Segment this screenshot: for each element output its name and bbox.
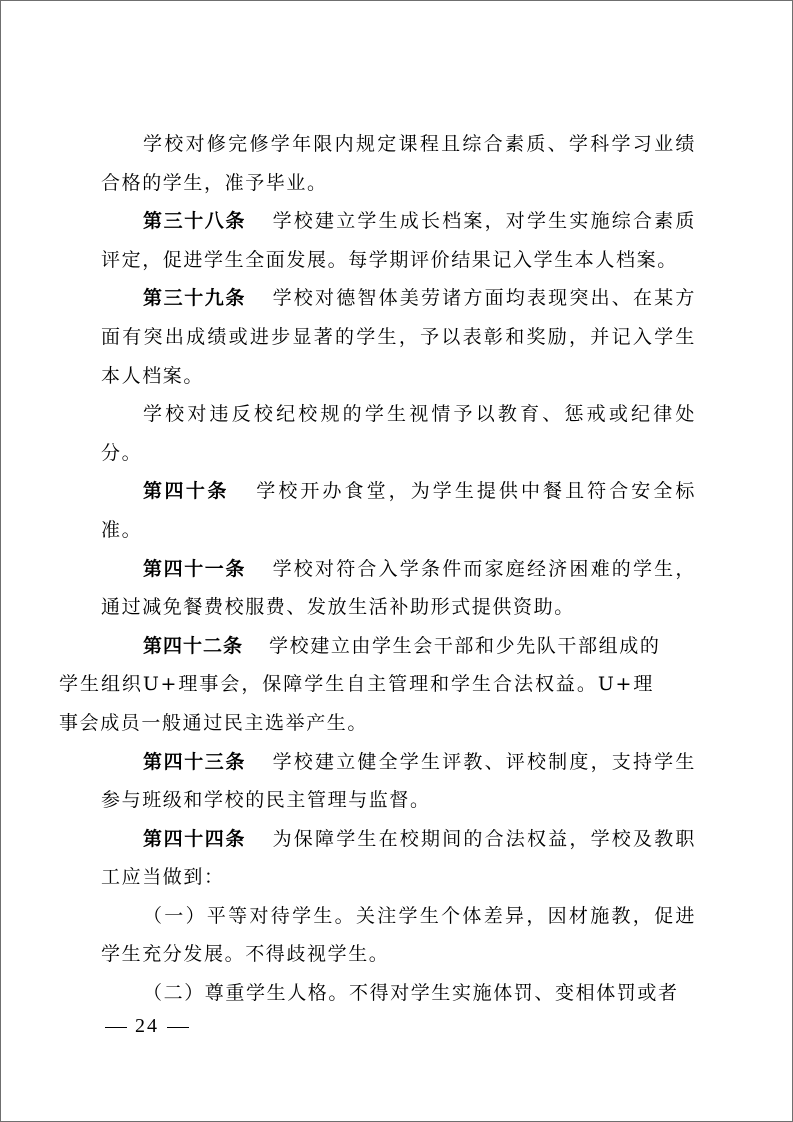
footer-dash-left <box>105 1027 127 1028</box>
article-40 <box>101 472 696 549</box>
paragraph-graduation <box>101 125 696 202</box>
article-number: 第三十九条 <box>143 287 246 310</box>
item-1-equal-treatment <box>101 897 696 974</box>
article-number: 第四十三条 <box>143 750 246 773</box>
article-text: 学校建立学生成长档案，对学生实施综合素质评定，促进学生全面发展。每学期评价结果记入学生本人档案。 <box>101 210 696 271</box>
paragraph-discipline <box>101 395 696 472</box>
article-text-continued: 学生组织U+理事会，保障学生自主管理和学生合法权益。U+理事会成员一般通过民主选举产生。 <box>59 673 654 734</box>
article-number: 第四十二条 <box>143 634 244 657</box>
paragraph-text: 学校对违反校纪校规的学生视情予以教育、惩戒或纪律处分。 <box>101 403 696 464</box>
document-body <box>59 125 696 1013</box>
article-text: 为保障学生在校期间的合法权益，学校及教职工应当做到： <box>101 827 696 889</box>
article-text: 学校建立健全学生评教、评校制度，支持学生参与班级和学校的民主管理与监督。 <box>101 750 696 812</box>
article-38 <box>101 202 696 279</box>
article-41 <box>101 550 696 627</box>
article-number: 第四十条 <box>143 480 229 503</box>
paragraph-text: （一）平等对待学生。关注学生个体差异，因材施教，促进学生充分发展。不得歧视学生。 <box>101 904 696 966</box>
article-text: 学校对符合入学条件而家庭经济困难的学生，通过减免餐费校服费、发放生活补助形式提供资助。 <box>101 557 696 619</box>
item-2-respect-dignity <box>101 974 696 1013</box>
page-footer <box>97 1015 197 1038</box>
page-number: 24 <box>135 1015 159 1037</box>
article-text: 学校对德智体美劳诸方面均表现突出、在某方面有突出成绩或进步显著的学生，予以表彰和奖励，并记入学生本人档案。 <box>101 287 696 387</box>
paragraph-text: 学校对修完修学年限内规定课程且综合素质、学科学习业绩合格的学生，准予毕业。 <box>101 133 696 194</box>
article-number: 第四十一条 <box>143 557 246 580</box>
paragraph-text: （二）尊重学生人格。不得对学生实施体罚、变相体罚或者 <box>143 982 679 1005</box>
article-39 <box>101 279 696 395</box>
article-number: 第三十八条 <box>143 210 246 233</box>
footer-dash-right <box>167 1027 189 1028</box>
article-text: 学校建立由学生会干部和少先队干部组成的 <box>269 634 661 657</box>
article-text: 学校开办食堂，为学生提供中餐且符合安全标准。 <box>101 480 696 541</box>
article-42 <box>59 627 696 743</box>
article-43 <box>101 743 696 820</box>
article-number: 第四十四条 <box>143 827 246 850</box>
article-44 <box>101 820 696 897</box>
